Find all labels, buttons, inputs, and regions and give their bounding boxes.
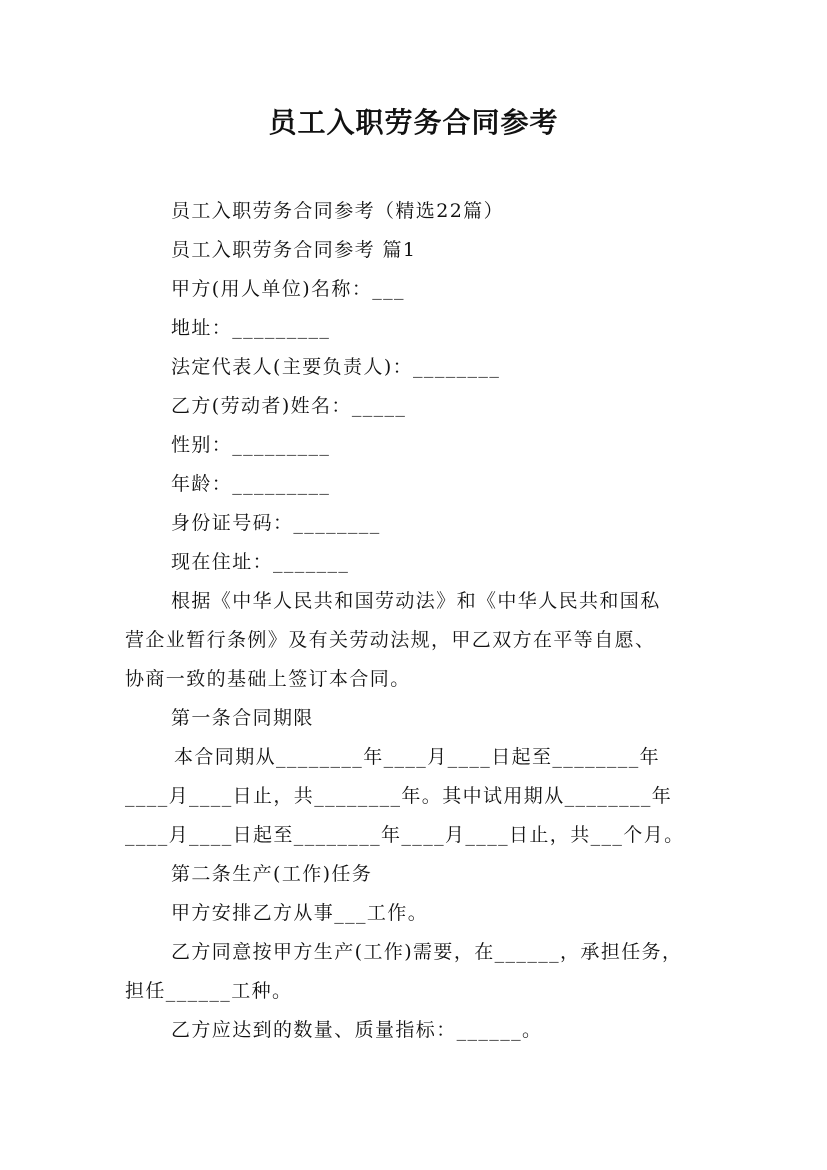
party-a-name-field: 甲方(用人单位)名称：___ bbox=[171, 278, 405, 300]
article-heading: 第二条生产(工作)任务 bbox=[171, 863, 373, 885]
paragraph-line: 甲方安排乙方从事___工作。 bbox=[171, 902, 429, 924]
gender-field: 性别：_________ bbox=[171, 434, 331, 456]
document-title: 员工入职劳务合同参考 bbox=[268, 106, 559, 139]
paragraph-line: 本合同期从________年____月____日起至________年 bbox=[174, 746, 661, 768]
age-field: 年龄：_________ bbox=[171, 473, 331, 495]
paragraph-line: 担任______工种。 bbox=[125, 980, 293, 1002]
paragraph-line: 乙方同意按甲方生产(工作)需要，在______，承担任务， bbox=[171, 941, 683, 963]
paragraph-line: ____月____日止，共________年。其中试用期从________年 bbox=[125, 785, 673, 807]
address-field: 地址：_________ bbox=[171, 317, 331, 339]
paragraph-line: 根据《中华人民共和国劳动法》和《中华人民共和国私 bbox=[171, 590, 661, 612]
party-b-name-field: 乙方(劳动者)姓名：_____ bbox=[171, 395, 407, 417]
section-heading: 员工入职劳务合同参考 篇1 bbox=[171, 239, 417, 261]
id-number-field: 身份证号码：________ bbox=[171, 512, 381, 534]
paragraph-line: 乙方应达到的数量、质量指标：______。 bbox=[171, 1019, 543, 1041]
current-address-field: 现在住址：_______ bbox=[171, 551, 350, 573]
paragraph-line: ____月____日起至________年____月____日止，共___个月。 bbox=[125, 824, 685, 846]
legal-rep-field: 法定代表人(主要负责人)：________ bbox=[171, 356, 501, 378]
paragraph-line: 营企业暂行条例》及有关劳动法规，甲乙双方在平等自愿、 bbox=[125, 629, 656, 651]
subtitle-line: 员工入职劳务合同参考（精选22篇） bbox=[171, 200, 504, 222]
article-heading: 第一条合同期限 bbox=[171, 707, 314, 729]
paragraph-line: 协商一致的基础上签订本合同。 bbox=[125, 668, 411, 690]
